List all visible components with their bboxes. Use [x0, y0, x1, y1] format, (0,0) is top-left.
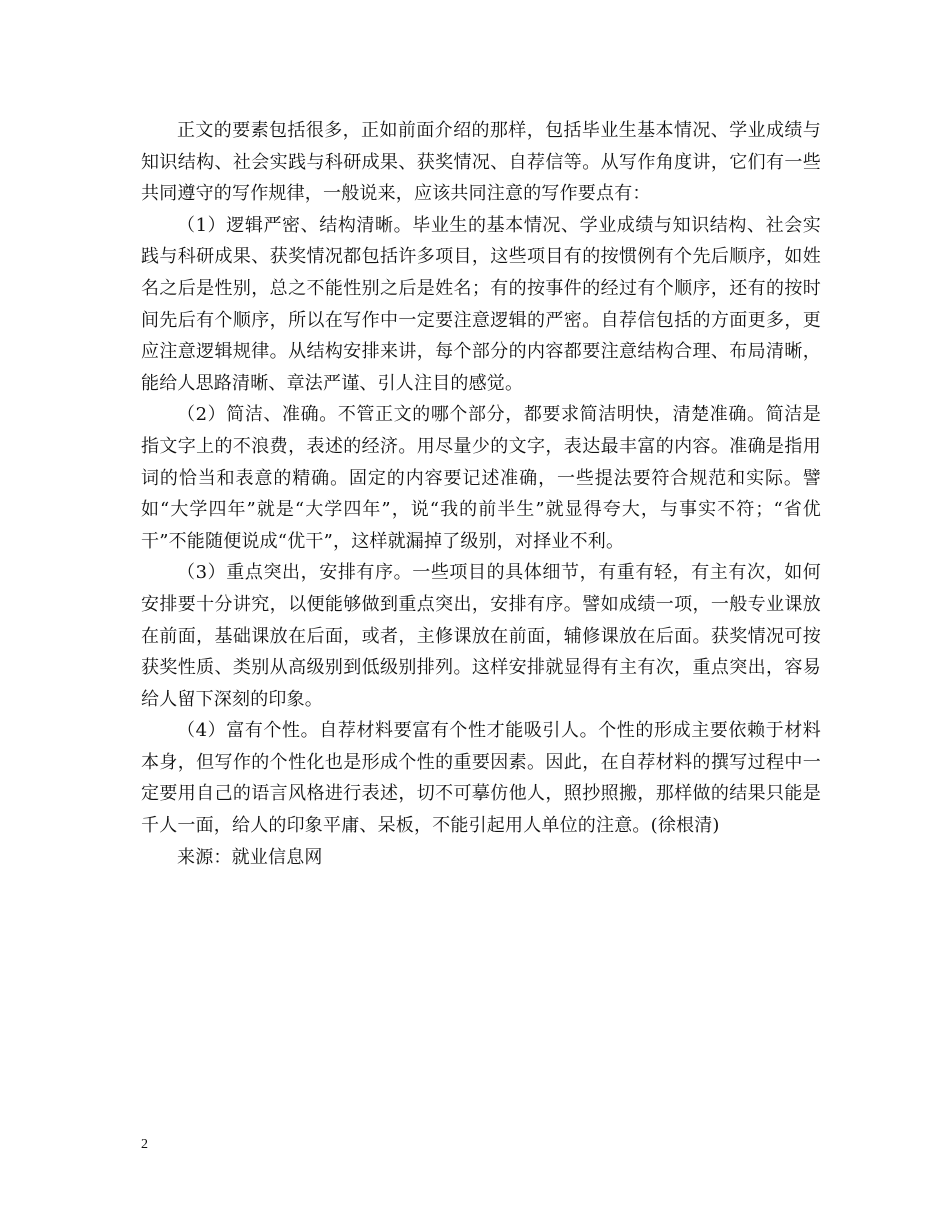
- body-text: [141, 115, 821, 873]
- page-number: 2: [141, 1137, 148, 1152]
- paragraph-logic: （1）逻辑严密、结构清晰。毕业生的基本情况、学业成绩与知识结构、社会实践与科研成果、获奖情况都包括许多项目，这些项目有的按惯例有个先后顺序，如姓名之后是性别，总之不能性别之后是姓名；有的按事件的经过有个顺序，还有的按时间先后有个顺序，所以在写作中一定要注意逻辑的严密。自荐信包括的方面更多，更应注意逻辑规律。从结构安排来讲，每个部分的内容都要注意结构合理、布局清晰，能给人思路清晰、章法严谨、引人注目的感觉。: [141, 214, 821, 394]
- source-line: 来源：就业信息网: [177, 846, 323, 868]
- paragraph-concise: （2）简洁、准确。不管正文的哪个部分，都要求简洁明快，清楚准确。简洁是指文字上的不浪费，表述的经济。用尽量少的文字，表达最丰富的内容。准确是指用词的恰当和表意的精确。固定的内容要记述准确，一些提法要符合规范和实际。譬如“大学四年”就是“大学四年”，说“我的前半生”就显得夸大，与事实不符；“省优干”不能随便说成“优干”，这样就漏掉了级别，对择业不利。: [141, 404, 821, 552]
- paragraph-priority: （3）重点突出，安排有序。一些项目的具体细节，有重有轻，有主有次，如何安排要十分讲究，以便能够做到重点突出，安排有序。譬如成绩一项，一般专业课放在前面，基础课放在后面，或者，主修课放在前面，辅修课放在后面。获奖情况可按获奖性质、类别从高级别到低级别排列。这样安排就显得有主有次，重点突出，容易给人留下深刻的印象。: [141, 562, 821, 710]
- paragraph-intro: 正文的要素包括很多，正如前面介绍的那样，包括毕业生基本情况、学业成绩与知识结构、社会实践与科研成果、获奖情况、自荐信等。从写作角度讲，它们有一些共同遵守的写作规律，一般说来，应该共同注意的写作要点有：: [141, 120, 821, 205]
- paragraph-personality: （4）富有个性。自荐材料要富有个性才能吸引人。个性的形成主要依赖于材料本身，但写作的个性化也是形成个性的重要因素。因此，在自荐材料的撰写过程中一定要用自己的语言风格进行表述，切不可摹仿他人，照抄照搬，那样做的结果只能是千人一面，给人的印象平庸、呆板，不能引起用人单位的注意。(徐根清): [141, 720, 821, 837]
